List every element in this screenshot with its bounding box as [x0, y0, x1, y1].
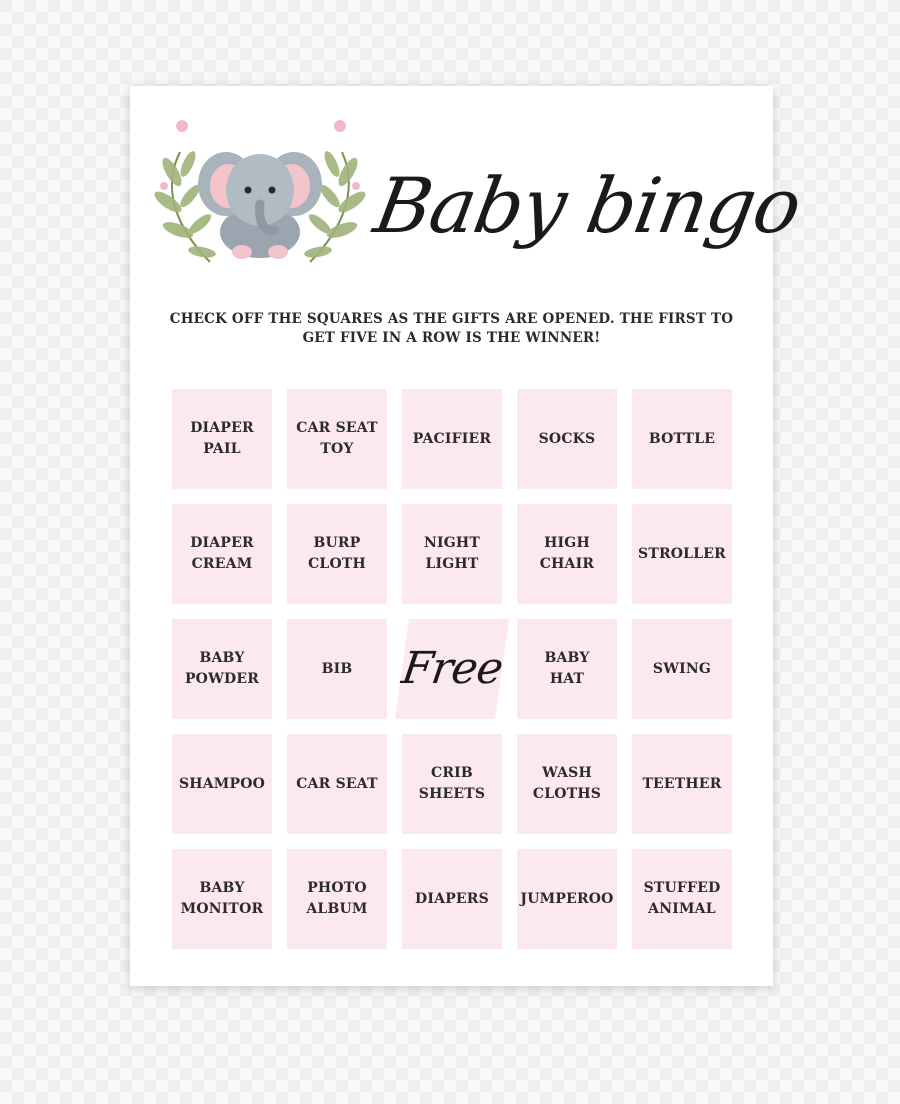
bingo-cell[interactable]: DIAPER PAIL [172, 389, 272, 489]
bingo-cell[interactable]: CAR SEAT TOY [287, 389, 387, 489]
bingo-cell[interactable]: STUFFED ANIMAL [632, 849, 732, 949]
bingo-cell[interactable]: SHAMPOO [172, 734, 272, 834]
bingo-cell[interactable]: CAR SEAT [287, 734, 387, 834]
bingo-cell[interactable]: PACIFIER [402, 389, 502, 489]
bingo-cell[interactable]: PHOTO ALBUM [287, 849, 387, 949]
free-space-cell[interactable]: Free [395, 619, 509, 719]
bingo-cell[interactable]: CRIB SHEETS [402, 734, 502, 834]
bingo-cell[interactable]: BABY POWDER [172, 619, 272, 719]
bingo-cell[interactable]: WASH CLOTHS [517, 734, 617, 834]
bingo-cell[interactable]: HIGH CHAIR [517, 504, 617, 604]
bingo-cell[interactable]: DIAPERS [402, 849, 502, 949]
bingo-cell[interactable]: JUMPEROO [517, 849, 617, 949]
bingo-cell[interactable]: TEETHER [632, 734, 732, 834]
elephant-figure [198, 152, 322, 259]
bingo-cell[interactable]: SOCKS [517, 389, 617, 489]
bingo-cell[interactable]: BIB [287, 619, 387, 719]
bingo-cell[interactable]: STROLLER [632, 504, 732, 604]
instructions-text: CHECK OFF THE SQUARES AS THE GIFTS ARE OPENED. THE FIRST TO GET FIVE IN A ROW IS THE WINNER! [169, 311, 734, 346]
page-title: Baby bingo [368, 161, 808, 250]
bingo-cell[interactable]: BABY HAT [517, 619, 617, 719]
bingo-cell[interactable]: NIGHT LIGHT [402, 504, 502, 604]
bingo-cell[interactable]: BURP CLOTH [287, 504, 387, 604]
bingo-grid [172, 389, 732, 949]
bingo-cell[interactable]: BOTTLE [632, 389, 732, 489]
bingo-sheet [130, 86, 808, 986]
bingo-cell[interactable]: BABY MONITOR [172, 849, 272, 949]
bingo-cell[interactable]: SWING [632, 619, 732, 719]
elephant-icon [150, 112, 370, 270]
bingo-cell[interactable]: DIAPER CREAM [172, 504, 272, 604]
